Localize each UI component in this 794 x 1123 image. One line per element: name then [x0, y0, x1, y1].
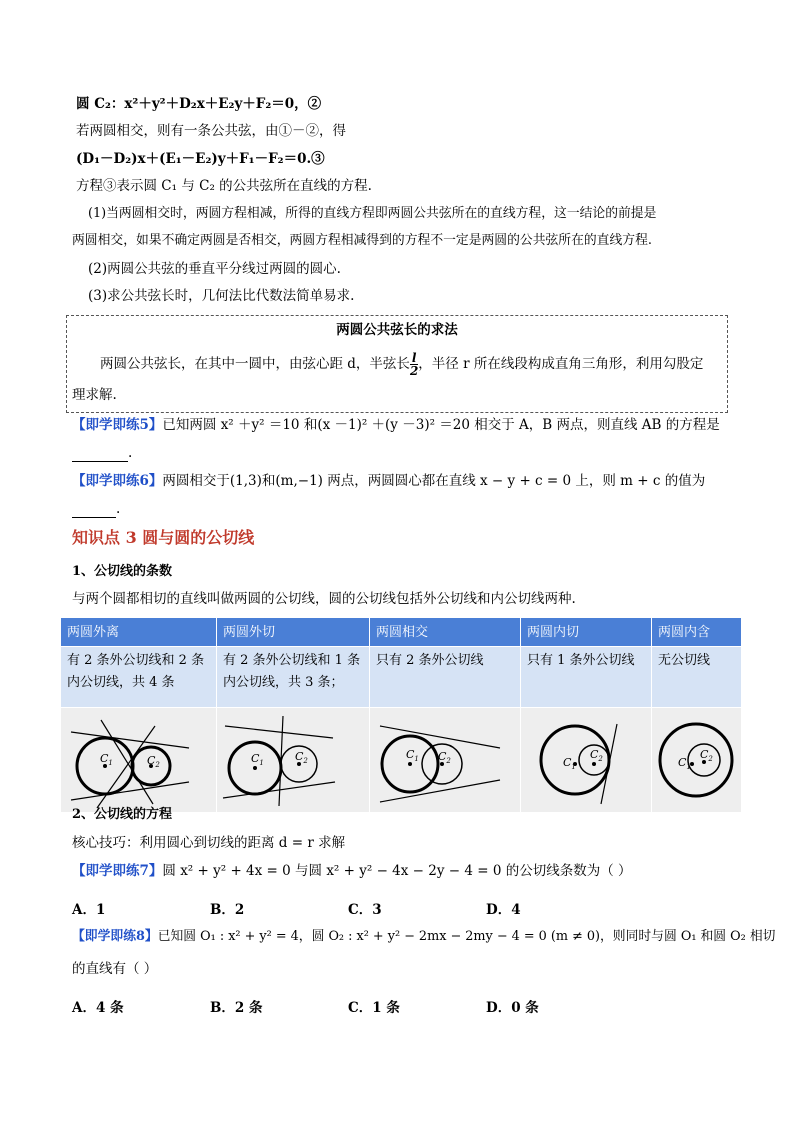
- answer-blank: [72, 503, 116, 518]
- exercise-5-answer: [72, 444, 132, 462]
- label-c2: $C_2$: [295, 750, 308, 765]
- period: .: [116, 501, 121, 517]
- answer-blank: [72, 447, 128, 462]
- table-header-row: [61, 618, 742, 647]
- text-line: 两圆相交，如果不确定两圆是否相交，两圆方程相减得到的方程不一定是两圆的公共弦所在的直线方程.: [72, 233, 652, 248]
- label-c1: $C_1$: [406, 748, 419, 763]
- label-subscript: 2: [303, 757, 308, 765]
- table-cell: 有 2 条外公切线和 1 条内公切线，共 3 条；: [217, 647, 370, 708]
- text-line: 方程③表示圆 C₁ 与 C₂ 的公共弦所在直线的方程.: [76, 178, 372, 194]
- label-subscript: 1: [414, 755, 419, 763]
- header-cell: 两圆外切: [217, 618, 370, 647]
- table-cell: 只有 2 条外公切线: [370, 647, 521, 708]
- method-text-a: 两圆公共弦长，在其中一圆中，由弦心距 d，半弦长: [100, 356, 410, 372]
- exercise-5-text: 已知两圆 x² ＋y² ＝10 和(x －1)² ＋(y －3)² ＝20 相交于 A，B 两点，则直线 AB 的方程是: [162, 417, 720, 433]
- exercise-6: [72, 472, 705, 490]
- exercise-7-text: 圆 x² + y² + 4x = 0 与圆 x² + y² − 4x − 2y − 4 = 0 的公切线条数为（ ）: [162, 863, 632, 879]
- label-subscript: 2: [446, 757, 451, 765]
- option-a[interactable]: A．4 条: [72, 1000, 124, 1016]
- label-c1: $C_1$: [100, 752, 113, 767]
- label-subscript: 2: [155, 761, 160, 769]
- header-cell: 两圆相交: [370, 618, 521, 647]
- tangent-table: [60, 617, 742, 813]
- text-line: (3)求公共弦长时，几何法比代数法简单易求.: [88, 288, 355, 304]
- label-c1: $C_1$: [678, 756, 691, 771]
- definition-text: 与两个圆都相切的直线叫做两圆的公切线，圆的公切线包括外公切线和内公切线两种.: [72, 591, 576, 607]
- figure-external-tangent: [217, 708, 370, 813]
- table-cell: 只有 1 条外公切线: [521, 647, 652, 708]
- text-line: (1)当两圆相交时，两圆方程相减，所得的直线方程即两圆公共弦所在的直线方程，这一结论的前提是: [88, 206, 657, 221]
- label-c2: $C_2$: [700, 748, 713, 763]
- table-cell: 有 2 条外公切线和 2 条内公切线，共 4 条: [61, 647, 217, 708]
- exercise-7-tag: 【即学即练7】: [72, 863, 163, 879]
- figure-contained: [652, 708, 742, 813]
- method-box-text-end: 理求解.: [72, 387, 117, 403]
- option-c[interactable]: C．1 条: [348, 1000, 400, 1016]
- label-c1: $C_1$: [251, 752, 264, 767]
- exercise-6-tag: 【即学即练6】: [72, 473, 163, 489]
- option-d[interactable]: D．0 条: [486, 1000, 539, 1016]
- exercise-6-answer: [72, 500, 120, 518]
- figure-external-separate: [61, 708, 217, 813]
- header-cell: 两圆外离: [61, 618, 217, 647]
- option-a[interactable]: A．1: [72, 902, 106, 918]
- frac-den: 2: [409, 364, 419, 378]
- method-box-title: 两圆公共弦长的求法: [336, 322, 458, 338]
- frac-num: l: [411, 351, 417, 365]
- method-text-b: ，半径 r 所在线段构成直角三角形，利用勾股定: [418, 356, 704, 372]
- exercise-8: [72, 928, 775, 946]
- exercise-7: [72, 862, 632, 880]
- text-line: (2)两圆公共弦的垂直平分线过两圆的圆心.: [88, 261, 341, 277]
- label-subscript: 1: [108, 759, 113, 767]
- subheading-equation: 2、公切线的方程: [72, 807, 173, 822]
- method-box-text: [100, 352, 703, 377]
- option-c[interactable]: C．3: [348, 902, 382, 918]
- core-technique: 核心技巧：利用圆心到切线的距离 d = r 求解: [72, 835, 346, 851]
- label-subscript: 2: [708, 755, 713, 763]
- exercise-5: [72, 416, 720, 434]
- exercise-8-tag: 【即学即练8】: [72, 929, 158, 944]
- option-b[interactable]: B．2: [210, 902, 245, 918]
- option-b[interactable]: B．2 条: [210, 1000, 263, 1016]
- label-c2: $C_2$: [438, 750, 451, 765]
- figure-internal-tangent: [521, 708, 652, 813]
- header-cell: 两圆内切: [521, 618, 652, 647]
- section-heading: 知识点 3 圆与圆的公切线: [72, 528, 255, 547]
- label-subscript: 1: [686, 763, 691, 771]
- table-figure-row: [61, 708, 742, 813]
- exercise-8-text: 已知圆 O₁ : x² + y² = 4，圆 O₂ : x² + y² − 2mx − 2my − 4 = 0 (m ≠ 0)，则同时与圆 O₁ 和圆 O₂ 相切: [157, 929, 776, 944]
- exercise-6-text: 两圆相交于(1,3)和(m,−1) 两点，两圆圆心都在直线 x − y + c = 0 上，则 m + c 的值为: [162, 473, 706, 489]
- header-cell: 两圆内含: [652, 618, 742, 647]
- label-subscript: 2: [598, 755, 603, 763]
- label-subscript: 1: [259, 759, 264, 767]
- label-c1: $C_1$: [563, 756, 576, 771]
- label-c2: $C_2$: [590, 748, 603, 763]
- figure-intersecting: [370, 708, 521, 813]
- equation-common-chord: (D₁－D₂)x＋(E₁－E₂)y＋F₁－F₂＝0.③: [76, 151, 325, 167]
- table-row: [61, 647, 742, 708]
- label-subscript: 1: [571, 763, 576, 771]
- table-cell: 无公切线: [652, 647, 742, 708]
- subheading-count: 1、公切线的条数: [72, 564, 173, 579]
- option-d[interactable]: D．4: [486, 902, 521, 918]
- equation-circle-c2: 圆 C₂：x²＋y²＋D₂x＋E₂y＋F₂＝0，②: [76, 96, 322, 112]
- exercise-8-line2: 的直线有（ ）: [72, 961, 158, 977]
- label-c2: $C_2$: [147, 754, 160, 769]
- exercise-5-tag: 【即学即练5】: [72, 417, 163, 433]
- period: .: [128, 445, 133, 461]
- text-line: 若两圆相交，则有一条公共弦，由①－②，得: [76, 123, 346, 139]
